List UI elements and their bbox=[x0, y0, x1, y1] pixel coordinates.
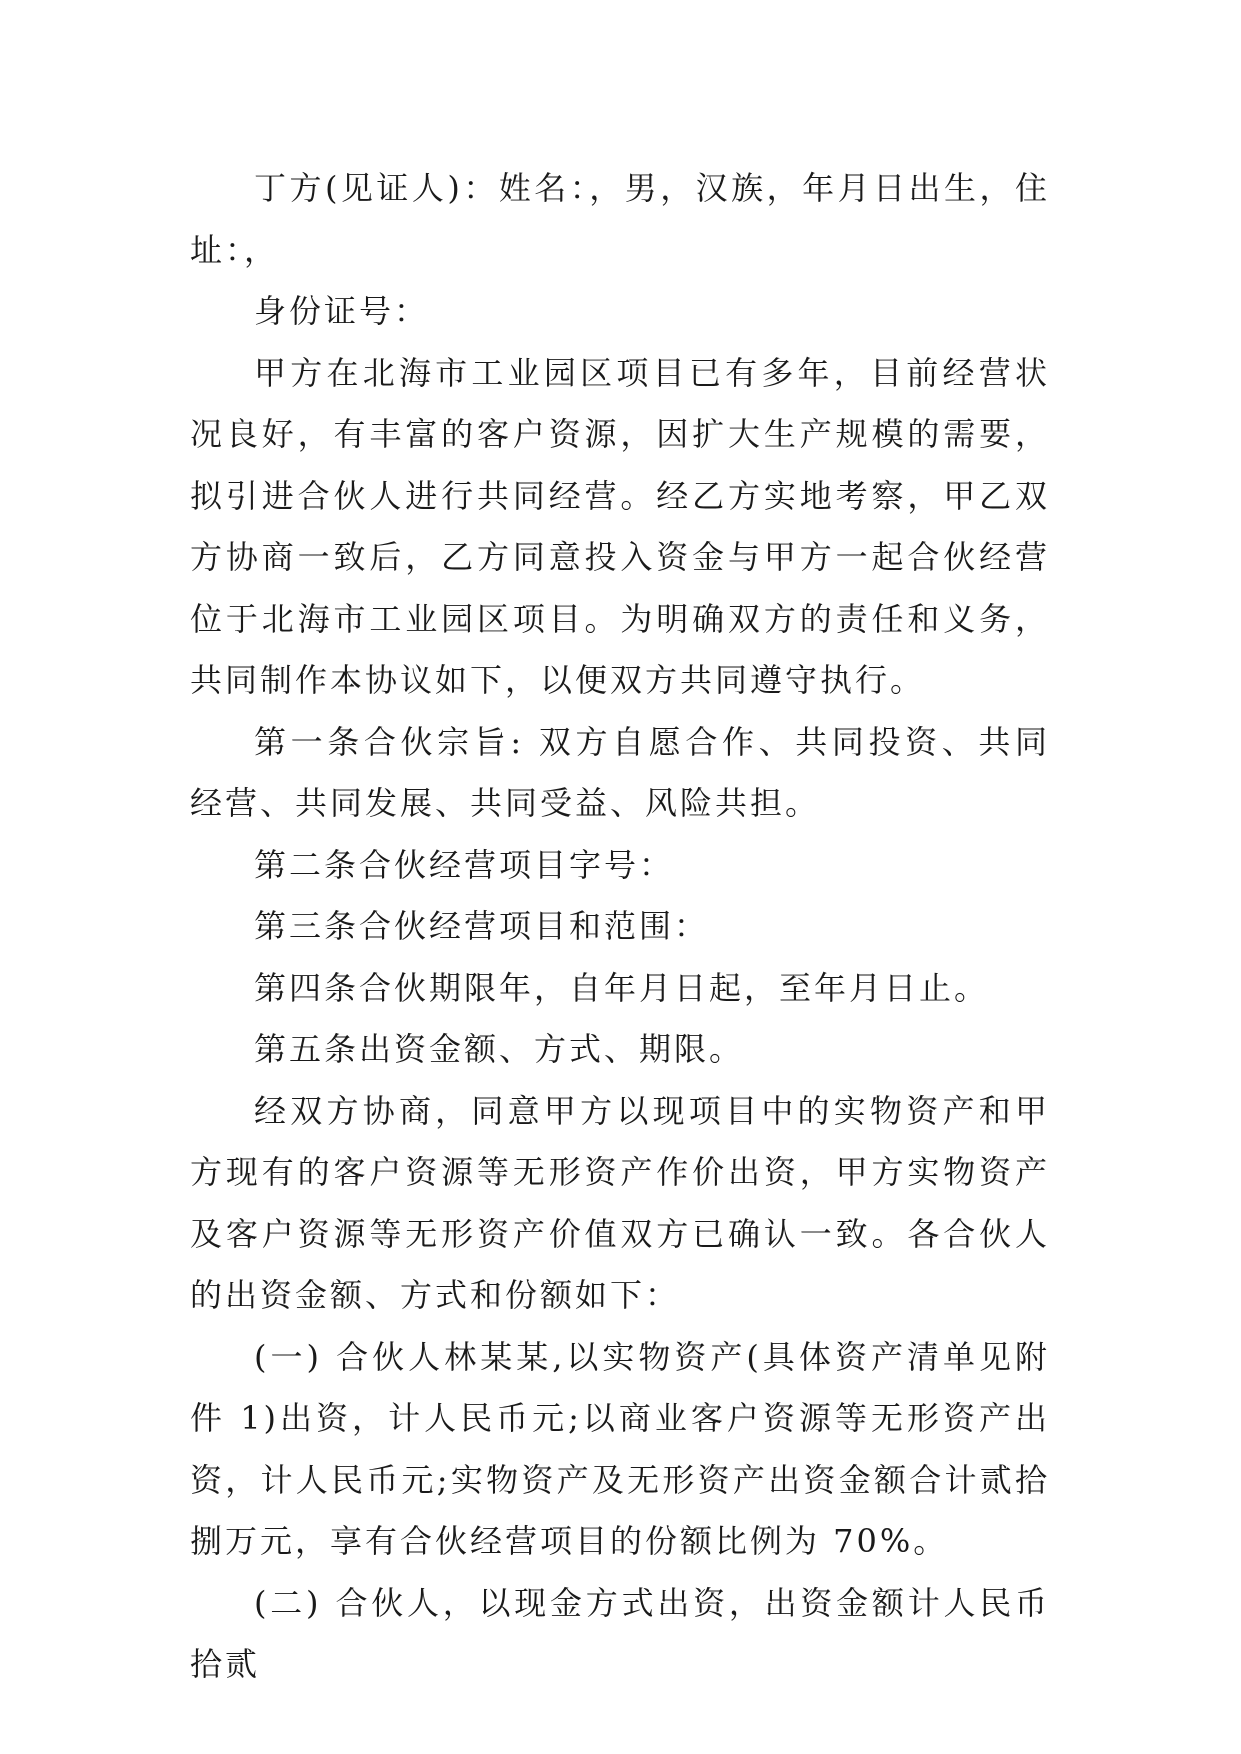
paragraph-background: 甲方在北海市工业园区项目已有多年，目前经营状况良好，有丰富的客户资源，因扩大生产规模的需要，拟引进合伙人进行共同经营。经乙方实地考察，甲乙双方协商一致后，乙方同意投入资金与甲方一起合伙经营位于北海市工业园区项目。为明确双方的责任和义务，共同制作本协议如下，以便双方共同遵守执行。 bbox=[190, 353, 1050, 699]
paragraph-contribution-summary: 经双方协商，同意甲方以现项目中的实物资产和甲方现有的客户资源等无形资产作价出资，甲方实物资产及客户资源等无形资产价值双方已确认一致。各合伙人的出资金额、方式和份额如下： bbox=[190, 1091, 1050, 1314]
paragraph-partner-1: (一) 合伙人林某某,以实物资产(具体资产清单见附件 1)出资，计人民币元;以商业客户资源等无形资产出资，计人民币元;实物资产及无形资产出资金额合计贰拾捌万元，享有合伙经营项目的份额比例为 70%。 bbox=[190, 1337, 1050, 1560]
paragraph-article-3: 第三条合伙经营项目和范围： bbox=[254, 907, 710, 945]
paragraph-partner-2: (二) 合伙人，以现金方式出资，出资金额计人民币拾贰 bbox=[190, 1583, 1050, 1683]
paragraph-article-1: 第一条合伙宗旨: 双方自愿合作、共同投资、共同经营、共同发展、共同受益、风险共担。 bbox=[190, 722, 1050, 822]
paragraph-article-2: 第二条合伙经营项目字号： bbox=[254, 845, 675, 884]
paragraph-id-number: 身份证号： bbox=[254, 292, 430, 330]
paragraph-witness-info: 丁方(见证人)：姓名：，男，汉族，年月日出生，住址：， bbox=[190, 169, 1050, 269]
document-body bbox=[190, 158, 1050, 1696]
paragraph-article-4: 第四条合伙期限年，自年月日起，至年月日止。 bbox=[254, 968, 990, 1007]
paragraph-article-5: 第五条出资金额、方式、期限。 bbox=[254, 1030, 745, 1068]
